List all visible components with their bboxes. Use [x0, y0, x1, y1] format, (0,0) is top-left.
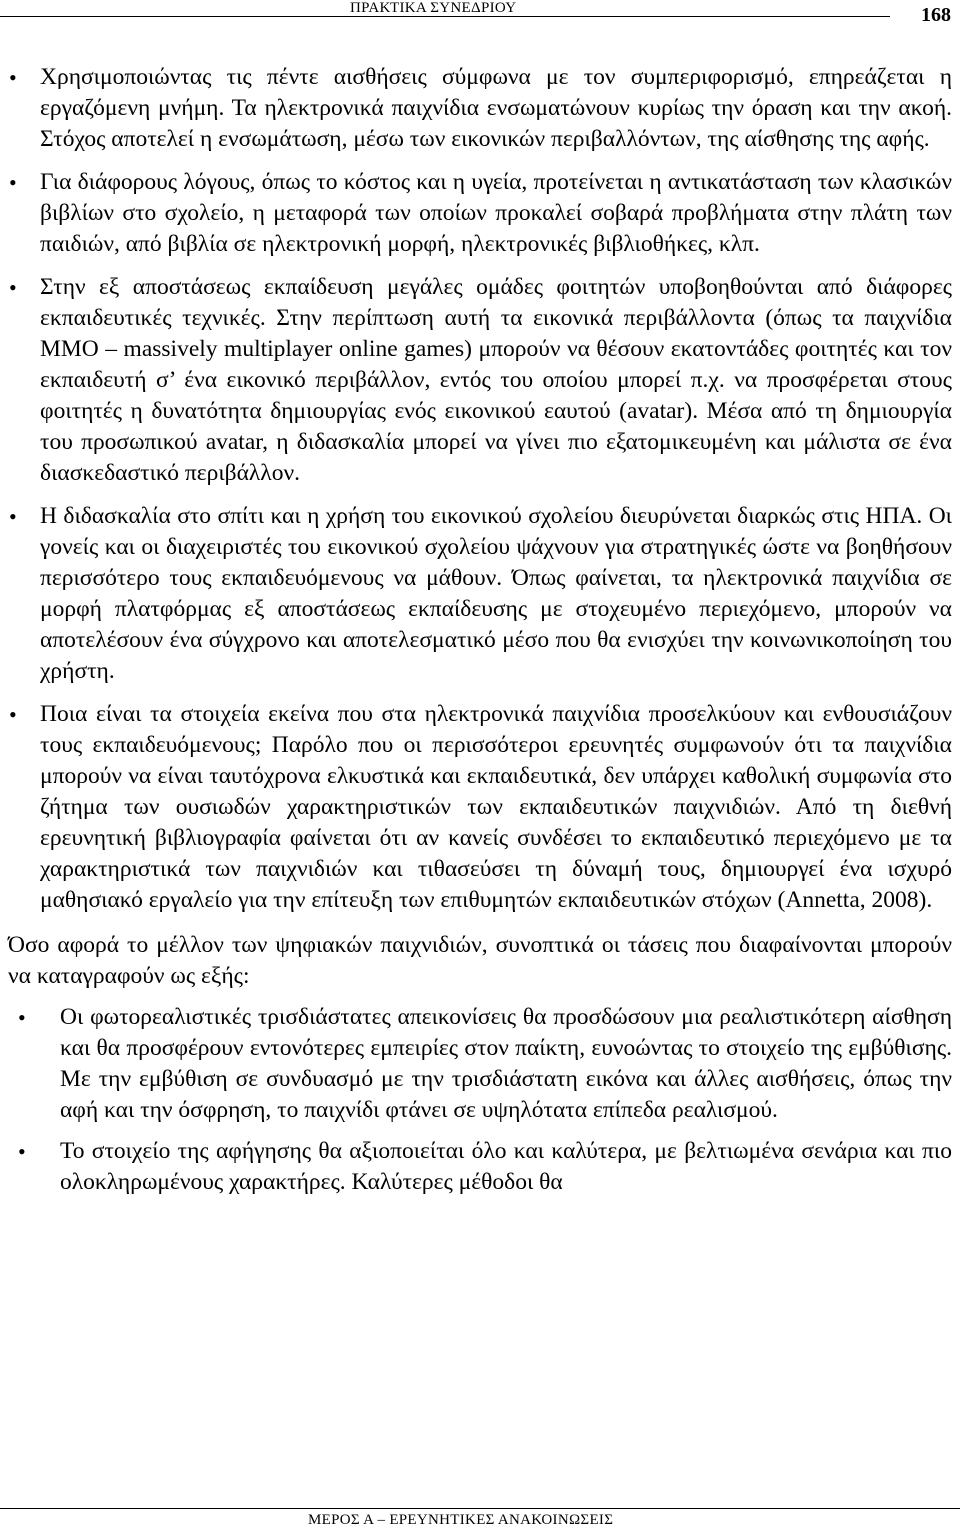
bullet-text: Οι φωτορεαλιστικές τρισδιάστατες απεικονίσεις θα προσδώσουν μια ρεαλιστικότερη αίσθηση και θα προσφέρουν εντονότερες εμπειρίες στον παίκτη, ευνοώντας το στοιχείο της εμβύθισης. Με την εμβύθιση σε συνδυασμό με την τρισδιάστατη εικόνα και άλλες αισθήσεις, όπως την αφή και την όσφρηση, το παιχνίδι φτάνει σε υψηλότατα επίπεδα ρεαλισμού. — [60, 1004, 952, 1123]
page-header — [0, 0, 960, 26]
bullet-text: Στην εξ αποστάσεως εκπαίδευση μεγάλες ομάδες φοιτητών υποβοηθούνται από διάφορες εκπαιδευτικές τεχνικές. Στην περίπτωση αυτή τα εικονικά περιβάλλοντα (όπως τα παιχνίδια MMO – massively multiplayer online games) μπορούν να θέσουν εκατοντάδες φοιτητές και τον εκπαιδευτή σ’ ένα εικονικό περιβάλλον, εντός του οποίου μπορεί π.χ. να προσφέρεται στους φοιτητές η δυνατότητα δημιουργίας ενός εικονικού εαυτού (avatar). Μέσα από τη δημιουργία του προσωπικού avatar, η διδασκαλία μπορεί να γίνει πιο εξατομικευμένη και μάλιστα σε ένα διασκεδαστικό περιβάλλον. — [40, 274, 952, 486]
page-body — [0, 62, 960, 1208]
list-item — [0, 62, 960, 155]
bullet-text: Το στοιχείο της αφήγησης θα αξιοποιείται όλο και καλύτερα, με βελτιωμένα σενάρια και πιο ολοκληρωμένους χαρακτήρες. Καλύτερες μέθοδοι θα — [60, 1138, 952, 1195]
page-number: 168 — [921, 4, 951, 26]
intro-paragraph: Όσο αφορά το μέλλον των ψηφιακών παιχνιδιών, συνοπτικά οι τάσεις που διαφαίνονται μπορούν να καταγραφούν ως εξής: — [8, 932, 952, 989]
list-item — [0, 501, 960, 687]
bullet-icon: • — [9, 275, 17, 300]
footer-section-title: ΜΕΡΟΣ Α – ΕΡΕΥΝΗΤΙΚΕΣ ΑΝΑΚΟΙΝΩΣΕΙΣ — [308, 1512, 614, 1528]
list-item — [0, 167, 960, 260]
list-item — [0, 1002, 960, 1126]
bullet-icon: • — [18, 1005, 26, 1030]
bullet-icon: • — [9, 702, 17, 727]
bullet-text: Για διάφορους λόγους, όπως το κόστος και η υγεία, προτείνεται η αντικατάσταση των κλασικών βιβλίων στο σχολείο, η μεταφορά των οποίων προκαλεί σοβαρά προβλήματα στην πλάτη των παιδιών, από βιβλία σε ηλεκτρονική μορφή, ηλεκτρονικές βιβλιοθήκες, κλπ. — [40, 169, 952, 257]
bullet-icon: • — [9, 504, 17, 529]
bullet-list-top — [0, 62, 960, 916]
bullet-icon: • — [9, 170, 17, 195]
list-item — [0, 272, 960, 489]
bullet-text: Χρησιμοποιώντας τις πέντε αισθήσεις σύμφωνα με τον συμπεριφορισμό, επηρεάζεται η εργαζόμενη μνήμη. Τα ηλεκτρονικά παιχνίδια ενσωματώνουν κυρίως την όραση και την ακοή. Στόχος αποτελεί η ενσωμάτωση, μέσω των εικονικών περιβαλλόντων, της αίσθησης της αφής. — [40, 64, 952, 152]
bullet-icon: • — [9, 65, 17, 90]
header-rule — [0, 16, 890, 17]
bullet-icon: • — [18, 1139, 26, 1164]
list-item — [0, 1136, 960, 1198]
bullet-text: Ποια είναι τα στοιχεία εκείνα που στα ηλεκτρονικά παιχνίδια προσελκύουν και ενθουσιάζουν τους εκπαιδευόμενους; Παρόλο που οι περισσότεροι ερευνητές συμφωνούν ότι τα παιχνίδια μπορούν να είναι ταυτόχρονα ελκυστικά και εκπαιδευτικά, δεν υπάρχει καθολική συμφωνία στο ζήτημα των ουσιωδών χαρακτηριστικών των εκπαιδευτικών παιχνιδιών. Από τη διεθνή ερευνητική βιβλιογραφία φαίνεται ότι αν κανείς συνδέσει το εκπαιδευτικό περιεχόμενο με τα χαρακτηριστικά των παιχνιδιών και τιθασεύσει τη δύναμή τους, δημιουργεί ένα ισχυρό μαθησιακό εργαλείο για την επίτευξη των επιθυμητών εκπαιδευτικών στόχων (Annetta, 2008). — [40, 701, 952, 913]
list-item — [0, 699, 960, 916]
footer-rule — [0, 1508, 960, 1509]
bullet-list-bottom — [0, 1002, 960, 1198]
running-header-title: ΠΡΑΚΤΙΚΑ ΣΥΝΕΔΡΙΟΥ — [350, 0, 517, 16]
bullet-text: Η διδασκαλία στο σπίτι και η χρήση του εικονικού σχολείου διευρύνεται διαρκώς στις ΗΠΑ. Οι γονείς και οι διαχειριστές του εικονικού σχολείου ψάχνουν για στρατηγικές ώστε να βοηθήσουν περισσότερο τους εκπαιδευόμενους να μάθουν. Όπως φαίνεται, τα ηλεκτρονικά παιχνίδια σε μορφή πλατφόρμας εξ αποστάσεως εκπαίδευσης με στοχευμένο περιεχόμενο, μπορούν να αποτελέσουν ένα σύγχρονο και αποτελεσματικό μέσο που θα ενισχύει την κοινωνικοποίηση του χρήστη. — [40, 503, 952, 684]
page-footer — [0, 1508, 960, 1531]
